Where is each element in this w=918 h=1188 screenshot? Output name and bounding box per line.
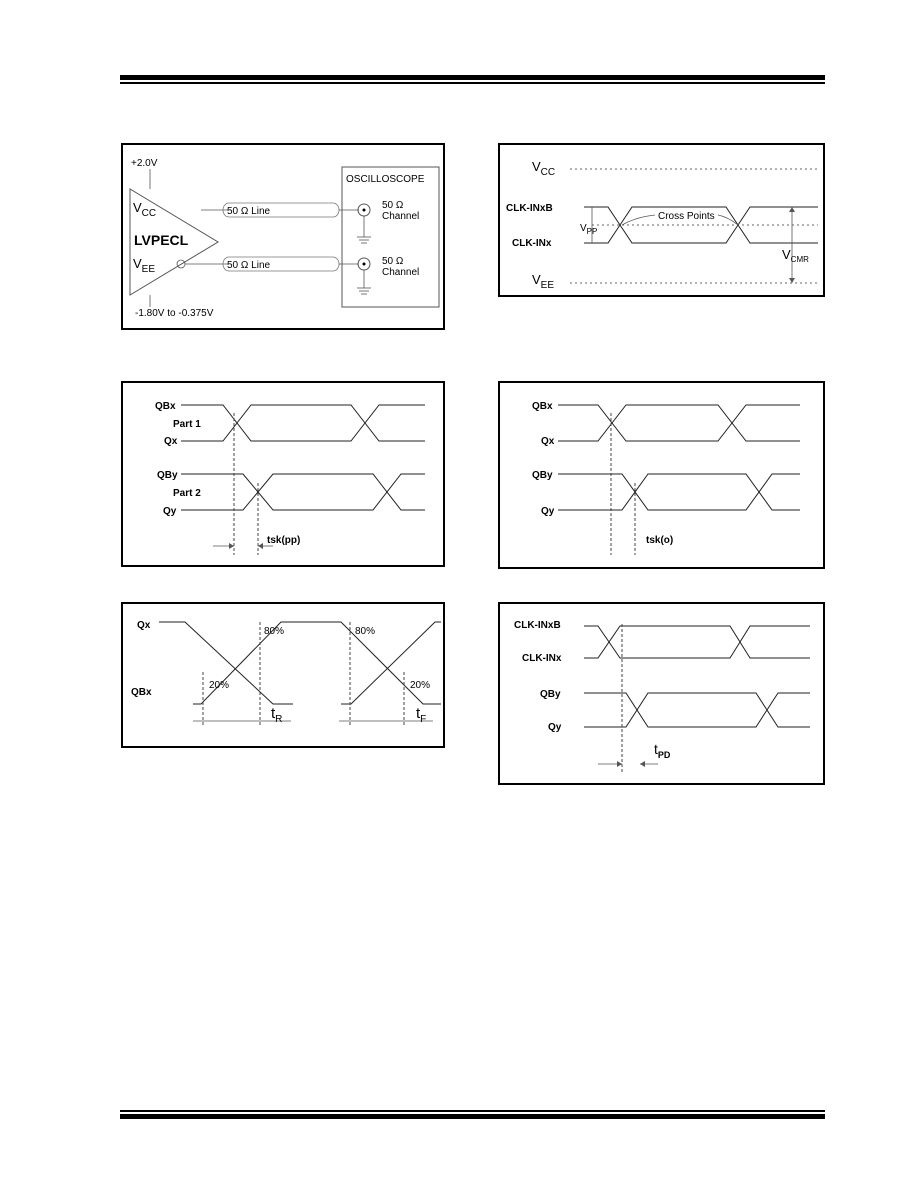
qbx-label: QBx <box>155 401 176 412</box>
vcc-sub-label: CC <box>540 167 556 178</box>
input-levels-figure <box>498 143 825 297</box>
output-skew-figure <box>498 381 825 569</box>
tr-sub-label: R <box>275 714 283 725</box>
p80-rise: 80% <box>264 626 285 637</box>
qy-waveform <box>558 474 800 510</box>
qy-waveform <box>181 474 425 510</box>
qx-waveform <box>181 405 425 441</box>
ch1-ohm: 50 Ω <box>382 200 404 211</box>
vee-label: V <box>532 272 541 287</box>
p80-fall: 80% <box>355 626 376 637</box>
ch2-ohm: 50 Ω <box>382 256 404 267</box>
qby-waveform <box>558 474 800 510</box>
qby-label: QBy <box>157 470 178 481</box>
svg-text:tR <box>271 705 282 725</box>
footer-rule <box>120 1110 825 1119</box>
clk-inx-label: CLK-INx <box>512 238 552 249</box>
supply-bottom-label: -1.80V to -0.375V <box>135 308 214 319</box>
qby-waveform <box>181 474 425 510</box>
clk-inxb-waveform <box>584 626 810 658</box>
part1-label: Part 1 <box>173 419 201 430</box>
tf-sub-label: F <box>420 714 427 725</box>
header-rule <box>120 75 825 84</box>
tsk-pp-label: tsk(pp) <box>267 535 301 546</box>
part2-label: Part 2 <box>173 488 201 499</box>
ch1-label: Channel <box>382 211 420 222</box>
p20-fall: 20% <box>410 680 431 691</box>
vcc-label: V <box>133 200 142 215</box>
qbx-label: QBx <box>532 401 553 412</box>
qbx-rising <box>193 622 441 704</box>
tr-label: t <box>271 705 276 722</box>
qy-label: Qy <box>163 506 177 517</box>
svg-text:VEE <box>532 272 554 291</box>
cross-points-label: Cross Points <box>658 211 715 222</box>
svg-text:VCC <box>532 159 555 178</box>
qx-label: Qx <box>137 620 151 631</box>
tsk-o-label: tsk(o) <box>646 535 674 546</box>
tpd-label: t <box>654 741 658 757</box>
test-circuit-figure <box>121 143 445 330</box>
qby-label: QBy <box>532 470 553 481</box>
device-label: LVPECL <box>134 232 189 248</box>
qbx-label: QBx <box>131 687 152 698</box>
line2-label: 50 Ω Line <box>227 260 271 271</box>
vcc-label: V <box>532 159 541 174</box>
vcmr-sub-label: CMR <box>790 255 809 264</box>
scope-label: OSCILLOSCOPE <box>346 174 425 185</box>
clk-inxb-label: CLK-INxB <box>506 203 553 214</box>
rise-fall-figure <box>121 602 445 748</box>
tf-label: t <box>416 705 421 722</box>
svg-text:VPP <box>580 223 597 236</box>
svg-text:tPD <box>654 741 671 760</box>
p20-rise: 20% <box>209 680 230 691</box>
svg-text:tF <box>416 705 426 725</box>
clk-inx-label: CLK-INx <box>522 653 562 664</box>
vpp-label: V <box>580 223 587 234</box>
qbx-waveform <box>181 405 425 441</box>
qby-label: QBy <box>540 689 561 700</box>
supply-top-label: +2.0V <box>131 158 158 169</box>
qy-label: Qy <box>548 722 562 733</box>
qby-waveform <box>584 693 810 727</box>
oscilloscope-box <box>342 167 439 307</box>
svg-text:VEE <box>133 256 155 275</box>
clk-inx-waveform <box>584 626 810 658</box>
qx-waveform <box>558 405 800 441</box>
line1-label: 50 Ω Line <box>227 206 271 217</box>
vee-label: V <box>133 256 142 271</box>
vee-sub-label: EE <box>141 264 156 275</box>
vpp-sub-label: PP <box>586 227 598 236</box>
prop-delay-figure <box>498 602 825 785</box>
vee-sub-label: EE <box>540 280 555 291</box>
tpd-sub-label: PD <box>657 750 671 760</box>
ch2-label: Channel <box>382 267 420 278</box>
svg-text:VCMR <box>782 247 809 264</box>
part-skew-figure <box>121 381 445 567</box>
qbx-waveform <box>558 405 800 441</box>
qx-label: Qx <box>164 436 178 447</box>
qx-label: Qx <box>541 436 555 447</box>
vcmr-label: V <box>782 247 791 262</box>
vcc-sub-label: CC <box>141 208 157 219</box>
qy-label: Qy <box>541 506 555 517</box>
clk-inxb-label: CLK-INxB <box>514 620 561 631</box>
qy-waveform <box>584 693 810 727</box>
